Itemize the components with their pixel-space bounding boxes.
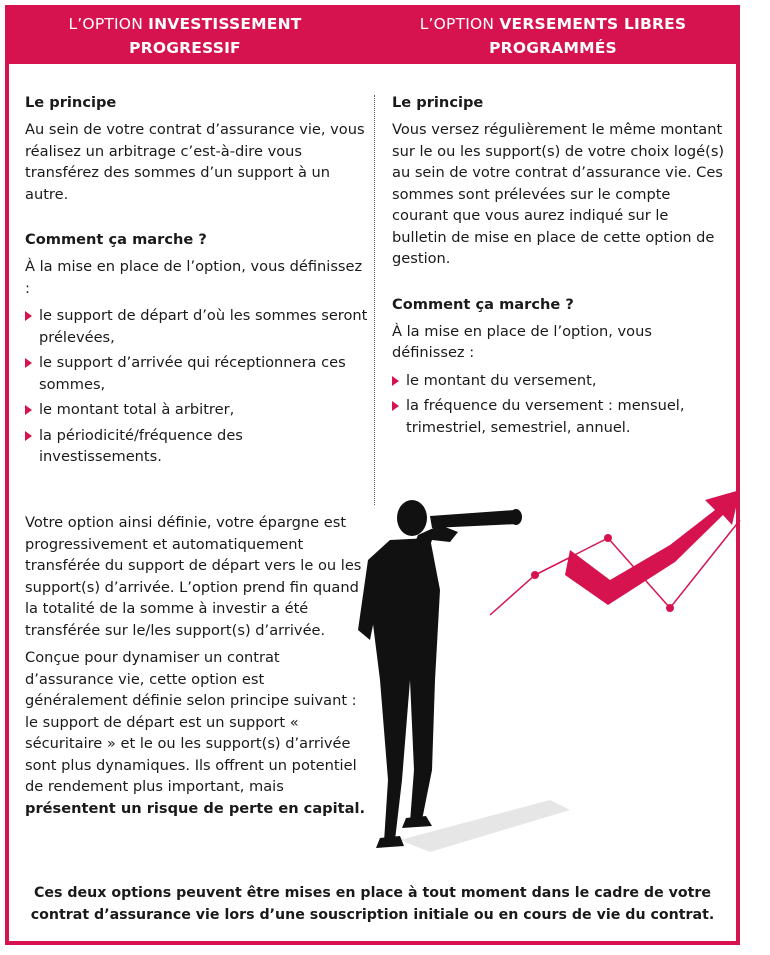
right-principle-title: Le principe <box>392 94 484 111</box>
bullet-triangle-icon <box>25 431 32 441</box>
list-item: la fréquence du versement : mensuel, trimestriel, semestriel, annuel. <box>392 395 727 438</box>
left-para-2: Conçue pour dynamiser un contrat d’assurance vie, cette option est généralement définie selon principe suivant : le support de départ est un support « sécuritaire » et le ou les support(s) d’arrivée sont plus dynamiques. Ils offrent un potentiel de rendement plus important, mais présentent un risque de perte en capital. <box>25 649 366 817</box>
list-item: le montant total à arbitrer, <box>25 399 370 421</box>
left-principle-text: Au sein de votre contrat d’assurance vie, vous réalisez un arbitrage c’est-à-dire vous transférez des sommes d’un support à un autre. <box>25 121 365 203</box>
bullet-triangle-icon <box>25 405 32 415</box>
footer-note: Ces deux options peuvent être mises en place à tout moment dans le cadre de votre contrat d’assurance vie lors d’une souscription initiale ou en cours de vie du contrat. <box>30 885 715 923</box>
left-para-1: Votre option ainsi définie, votre épargne est progressivement et automatiquement transférée du support de départ vers le ou les support(s) d’arrivée. L’option prend fin quand la totalité de la somme à investir a été transférée sur le/les support(s) d’arrivée. <box>25 514 362 639</box>
left-how-title: Comment ça marche ? <box>25 231 207 248</box>
right-how-intro: À la mise en place de l’option, vous définissez : <box>392 322 652 361</box>
man-silhouette <box>358 500 522 848</box>
left-how-intro: À la mise en place de l’option, vous définissez : <box>25 258 363 297</box>
man-with-telescope-icon <box>340 480 760 860</box>
right-how-title: Comment ça marche ? <box>392 295 574 313</box>
right-column <box>392 92 727 442</box>
left-list <box>25 305 370 468</box>
list-item: la périodicité/fréquence des investissements. <box>25 425 370 468</box>
list-item: le support d’arrivée qui réceptionnera ces sommes, <box>25 352 370 395</box>
column-divider <box>374 95 375 505</box>
header-left-title: L’OPTION INVESTISSEMENT PROGRESSIF <box>68 15 302 57</box>
left-bottom-text <box>25 512 370 819</box>
right-principle-text: Vous versez régulièrement le même montant sur le ou les support(s) de votre choix logé(s) au sein de votre contrat d’assurance vie. Ces sommes sont prélevées sur le compte courant que vous aurez indiqué sur le bulletin de mise en place de cette option de gestion. <box>392 121 725 267</box>
bullet-triangle-icon <box>25 311 32 321</box>
left-principle-title: Le principe <box>25 94 117 111</box>
list-item: le montant du versement, <box>392 370 727 392</box>
list-item: le support de départ d’où les sommes seront prélevées, <box>25 305 370 348</box>
bullet-triangle-icon <box>392 376 399 386</box>
header-right-title: L’OPTION VERSEMENTS LIBRES PROGRAMMÉS <box>419 15 687 57</box>
bullet-triangle-icon <box>25 358 32 368</box>
left-column <box>25 92 370 472</box>
bullet-triangle-icon <box>392 401 399 411</box>
right-list <box>392 370 727 439</box>
